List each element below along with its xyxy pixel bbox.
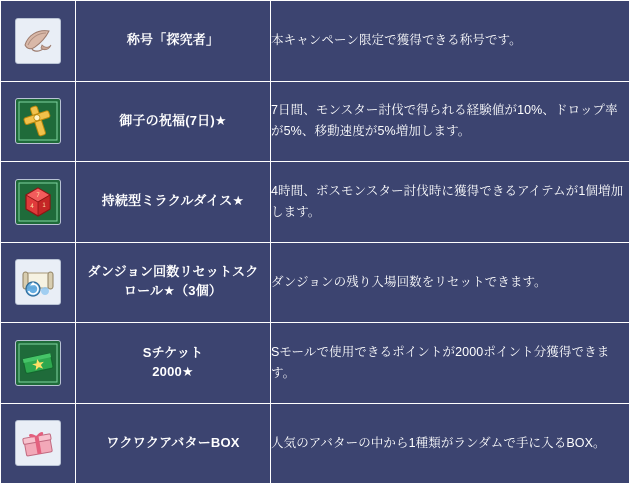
title-scroll-icon bbox=[15, 18, 61, 64]
red-miracle-dice-icon bbox=[15, 179, 61, 225]
row-name-cell bbox=[76, 81, 271, 162]
row-icon-cell bbox=[1, 1, 76, 82]
row-name-line: ロール★（3個） bbox=[123, 283, 223, 299]
row-description-cell: 本キャンペーン限定で獲得できる称号です。 bbox=[271, 1, 630, 82]
svg-text:1: 1 bbox=[42, 202, 46, 209]
table-row bbox=[1, 162, 630, 243]
row-name-cell bbox=[76, 242, 271, 323]
row-name-line: Sチケット bbox=[142, 344, 204, 360]
row-name-line: 御子の祝福(7日)★ bbox=[119, 112, 227, 128]
row-icon-cell bbox=[1, 242, 76, 323]
row-icon-cell bbox=[1, 162, 76, 243]
s-ticket-icon bbox=[15, 340, 61, 386]
table-row bbox=[1, 81, 630, 162]
dungeon-reset-scroll-icon bbox=[15, 259, 61, 305]
row-icon-cell bbox=[1, 323, 76, 404]
row-icon-cell bbox=[1, 81, 76, 162]
row-name-cell bbox=[76, 162, 271, 243]
row-name-cell bbox=[76, 323, 271, 404]
row-description-cell: Sモールで使用できるポイントが2000ポイント分獲得できます。 bbox=[271, 323, 630, 404]
table-row bbox=[1, 323, 630, 404]
row-description-cell: 7日間、モンスター討伐で得られる経験値が10%、ドロップ率が5%、移動速度が5%増加します。 bbox=[271, 81, 630, 162]
golden-cross-blessing-icon bbox=[15, 98, 61, 144]
row-name-cell bbox=[76, 403, 271, 484]
row-description-cell: ダンジョンの残り入場回数をリセットできます。 bbox=[271, 242, 630, 323]
svg-text:4: 4 bbox=[30, 203, 34, 210]
svg-text:7: 7 bbox=[36, 192, 40, 199]
row-icon-cell bbox=[1, 403, 76, 484]
table-row bbox=[1, 403, 630, 484]
row-name-line: 2000★ bbox=[152, 363, 194, 379]
avatar-gift-box-icon bbox=[15, 420, 61, 466]
row-name-line: 持続型ミラクルダイス★ bbox=[101, 193, 245, 209]
row-description-cell: 人気のアバターの中から1種類がランダムで手に入るBOX。 bbox=[271, 403, 630, 484]
row-name-line: ダンジョン回数リセットスク bbox=[87, 264, 259, 280]
row-description-cell: 4時間、ボスモンスター討伐時に獲得できるアイテムが1個増加します。 bbox=[271, 162, 630, 243]
table-row bbox=[1, 242, 630, 323]
row-name-line: ワクワクアバターBOX bbox=[106, 434, 240, 450]
table-row bbox=[1, 1, 630, 82]
row-name-cell bbox=[76, 1, 271, 82]
row-name-line: 称号「探究者」 bbox=[126, 32, 220, 48]
